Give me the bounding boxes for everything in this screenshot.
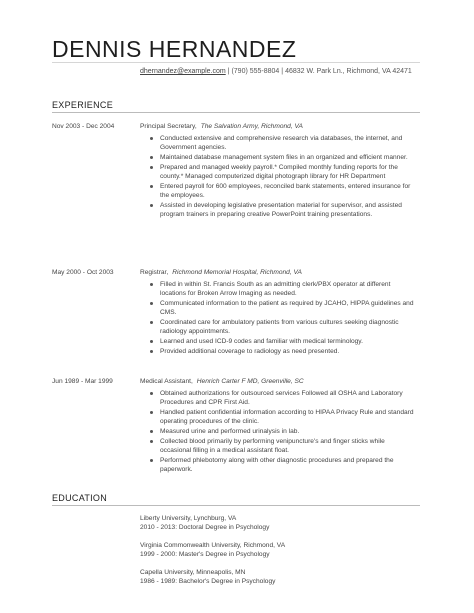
address: 46832 W. Park Ln., Richmond, VA 42471 [285, 68, 412, 75]
job-employer: The Salvation Army, Richmond, VA [200, 123, 303, 130]
email-link[interactable]: dhernandez@example.com [140, 68, 226, 75]
school-name: Capella University, Minneapolis, MN [140, 569, 246, 576]
job-dates: Jun 1989 - Mar 1999 [52, 378, 113, 385]
contact-separator: | [227, 68, 230, 75]
job-bullet: Provided additional coverage to radiology as need presented. [148, 347, 416, 356]
job-title [140, 122, 303, 131]
job-employer: Richmond Memorial Hospital, Richmond, VA [172, 269, 302, 276]
job-bullet: Prepared and managed weekly payroll.* Compiled monthly funding reports for the county.* Managed computerized digital photograph library for HR Department [148, 163, 416, 181]
education-divider [52, 505, 420, 506]
job-dates: Nov 2003 - Dec 2004 [52, 123, 115, 130]
resume-name: DENNIS HERNANDEZ [52, 36, 297, 62]
job-bullet: Filled in within St. Francis South as an admitting clerk/PBX operator at different locations for Broken Arrow Imaging as needed. [148, 280, 416, 298]
contact-line [140, 67, 420, 77]
school-name: Liberty University, Lynchburg, VA [140, 515, 237, 522]
job-bullet: Assisted in developing legislative presentation material for supervisor, and assisted program trainers in preparing creative PowerPoint training presentations. [148, 201, 416, 219]
experience-divider [52, 112, 420, 113]
job-bullet: Obtained authorizations for outsourced services Followed all OSHA and Laboratory Procedures and CPR First Aid. [148, 389, 416, 407]
degree-detail: 2010 - 2013: Doctoral Degree in Psychology [140, 524, 270, 532]
job-bullets [148, 280, 416, 357]
job-role: Principal Secretary, [140, 123, 197, 130]
job-role: Registrar, [140, 269, 169, 276]
job-bullet: Handled patient confidential information according to HIPAA Privacy Rule and standard operating procedures of the clinic. [148, 408, 416, 426]
job-title [140, 268, 302, 277]
experience-heading: EXPERIENCE [52, 100, 114, 110]
job-employer: Henrich Carter F MD, Greenville, SC [196, 378, 304, 385]
phone-number: (790) 555-8804 [231, 68, 280, 75]
job-role: Medical Assistant, [140, 378, 193, 385]
contact-separator: | [281, 68, 284, 75]
job-bullet: Collected blood primarily by performing venipuncture's and finger sticks while occasional filling in a medical assistant float. [148, 437, 416, 455]
degree-detail: 1986 - 1989: Bachelor's Degree in Psychology [140, 578, 276, 586]
degree-detail: 1999 - 2000: Master's Degree in Psychology [140, 551, 270, 559]
job-title [140, 377, 304, 386]
job-bullets [148, 389, 416, 475]
job-bullet: Communicated information to the patient as required by JCAHO, HIPPA guidelines and CMS. [148, 299, 416, 317]
education-heading: EDUCATION [52, 493, 108, 503]
job-bullet: Coordinated care for ambulatory patients from various cultures seeking diagnostic radiology appointments. [148, 318, 416, 336]
job-bullet: Performed phlebotomy along with other diagnostic procedures and prepared the paperwork. [148, 456, 416, 474]
job-bullet: Learned and used ICD-9 codes and familiar with medical terminology. [148, 337, 416, 346]
job-bullet: Maintained database management system files in an organized and efficient manner. [148, 153, 416, 162]
job-bullets [148, 134, 416, 220]
school-name: Virginia Commonwealth University, Richmond, VA [140, 542, 286, 549]
education-entry [140, 514, 420, 533]
job-bullet: Conducted extensive and comprehensive research via databases, the internet, and Government agencies. [148, 134, 416, 152]
job-bullet: Measured urine and performed urinalysis in lab. [148, 427, 416, 436]
job-bullet: Entered payroll for 600 employees, reconciled bank statements, entered insurance for the employees. [148, 182, 416, 200]
job-dates: May 2000 - Oct 2003 [52, 269, 114, 276]
education-entry [140, 541, 420, 560]
education-entry [140, 568, 420, 587]
header-divider [52, 62, 420, 63]
